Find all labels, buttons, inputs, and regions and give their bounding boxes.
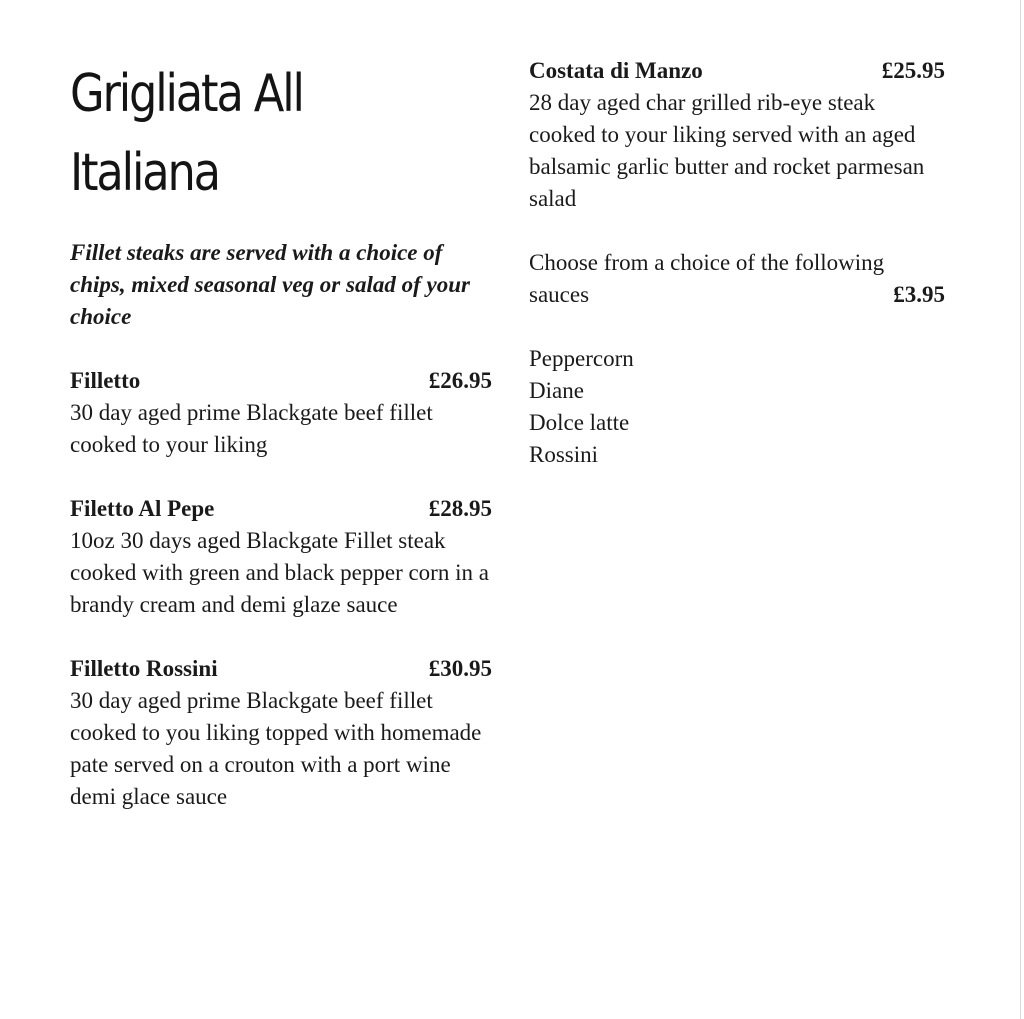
menu-title xyxy=(70,55,433,213)
sauce-intro-line-2: sauces xyxy=(529,282,590,307)
fillet-intro-note: Fillet steaks are served with a choice of chips, mixed seasonal veg or salad of your choice xyxy=(70,240,470,329)
item-price: £25.95 xyxy=(881,58,945,83)
right-column xyxy=(529,55,945,471)
menu-item-costata-di-manzo xyxy=(529,55,945,215)
item-name: Filletto Rossini xyxy=(70,656,218,681)
item-description: 30 day aged prime Blackgate beef fillet cooked to you liking topped with homemade pate served on a crouton with a port wine demi glace sauce xyxy=(70,688,482,809)
menu-title-line-1: Grigliata All xyxy=(70,64,303,124)
item-description: 28 day aged char grilled rib-eye steak cooked to your liking served with an aged balsamic garlic butter and rocket parmesan salad xyxy=(529,90,925,211)
item-name: Costata di Manzo xyxy=(529,58,703,83)
sauce-option-rossini: Rossini xyxy=(529,442,599,467)
item-price: £26.95 xyxy=(428,368,492,393)
page-edge-divider xyxy=(1020,0,1021,1019)
sauce-list xyxy=(529,343,945,471)
menu-item-filletto xyxy=(70,365,492,461)
item-name: Filletto xyxy=(70,368,141,393)
sauce-option-peppercorn: Peppercorn xyxy=(529,346,634,371)
item-price: £30.95 xyxy=(428,656,492,681)
sauce-option-diane: Diane xyxy=(529,378,584,403)
item-price: £28.95 xyxy=(428,496,492,521)
item-description: 10oz 30 days aged Blackgate Fillet steak cooked with green and black pepper corn in a brandy cream and demi glaze sauce xyxy=(70,528,489,617)
menu-item-filetto-al-pepe xyxy=(70,493,492,621)
sauce-option-dolce-latte: Dolce latte xyxy=(529,410,630,435)
sauce-intro-line-1: Choose from a choice of the following xyxy=(529,250,885,275)
item-description: 30 day aged prime Blackgate beef fillet cooked to your liking xyxy=(70,400,433,457)
item-name: Filetto Al Pepe xyxy=(70,496,215,521)
sauce-price: £3.95 xyxy=(893,282,945,307)
sauce-choice xyxy=(529,247,945,311)
menu-title-line-2: Italiana xyxy=(70,143,219,203)
menu-item-filletto-rossini xyxy=(70,653,492,813)
left-column xyxy=(70,55,492,813)
